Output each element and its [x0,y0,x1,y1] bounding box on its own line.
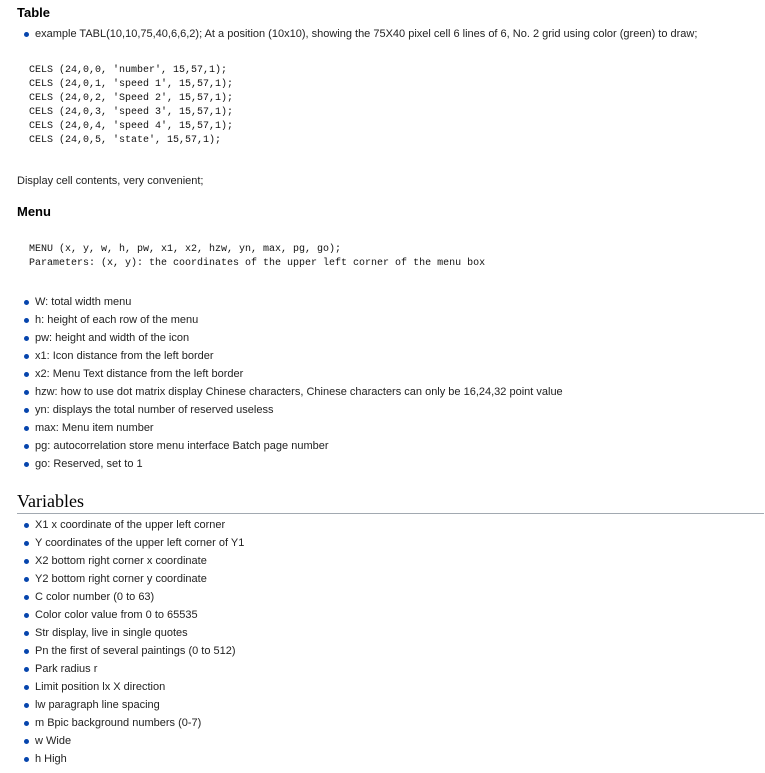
menu-parameter-list [0,293,563,473]
list-item: Park radius r [0,660,244,678]
list-item: X1 x coordinate of the upper left corner [0,516,244,534]
variables-list [0,516,244,768]
list-item: go: Reserved, set to 1 [0,455,563,473]
list-item: Pn the first of several paintings (0 to 512) [0,642,244,660]
menu-heading: Menu [17,204,51,219]
list-item: h: height of each row of the menu [0,311,563,329]
list-item: Str display, live in single quotes [0,624,244,642]
list-item: Y2 bottom right corner y coordinate [0,570,244,588]
list-item: example TABL(10,10,75,40,6,6,2); At a position (10x10), showing the 75X40 pixel cell 6 lines of 6, No. 2 grid using color (green) to draw; [0,25,697,43]
code-line: CELS (24,0,0, 'number', 15,57,1); [29,65,228,76]
list-item: C color number (0 to 63) [0,588,244,606]
list-item: pw: height and width of the icon [0,329,563,347]
list-item: lw paragraph line spacing [0,696,244,714]
list-item: Y coordinates of the upper left corner of Y1 [0,534,244,552]
code-line: CELS (24,0,2, 'Speed 2', 15,57,1); [29,93,234,104]
menu-code-block [29,243,485,271]
list-item: h High [0,750,244,768]
code-line: CELS (24,0,3, 'speed 3', 15,57,1); [29,107,234,118]
list-item: yn: displays the total number of reserved useless [0,401,563,419]
list-item: w Wide [0,732,244,750]
code-line: MENU (x, y, w, h, pw, x1, x2, hzw, yn, max, pg, go); [29,244,342,255]
list-item: hzw: how to use dot matrix display Chinese characters, Chinese characters can only be 16,24,32 point value [0,383,563,401]
list-item: max: Menu item number [0,419,563,437]
list-item: m Bpic background numbers (0-7) [0,714,244,732]
table-note: Display cell contents, very convenient; [17,175,204,187]
list-item: x2: Menu Text distance from the left border [0,365,563,383]
code-line: CELS (24,0,5, 'state', 15,57,1); [29,135,222,146]
code-line: CELS (24,0,1, 'speed 1', 15,57,1); [29,79,234,90]
table-code-block [29,64,233,148]
list-item: Limit position lx X direction [0,678,244,696]
table-example-list [0,25,697,43]
list-item: x1: Icon distance from the left border [0,347,563,365]
list-item: X2 bottom right corner x coordinate [0,552,244,570]
list-item: W: total width menu [0,293,563,311]
list-item: pg: autocorrelation store menu interface Batch page number [0,437,563,455]
list-item: Color color value from 0 to 65535 [0,606,244,624]
variables-heading: Variables [17,491,764,514]
table-heading: Table [17,5,50,20]
code-line: Parameters: (x, y): the coordinates of the upper left corner of the menu box [29,258,486,269]
code-line: CELS (24,0,4, 'speed 4', 15,57,1); [29,121,234,132]
